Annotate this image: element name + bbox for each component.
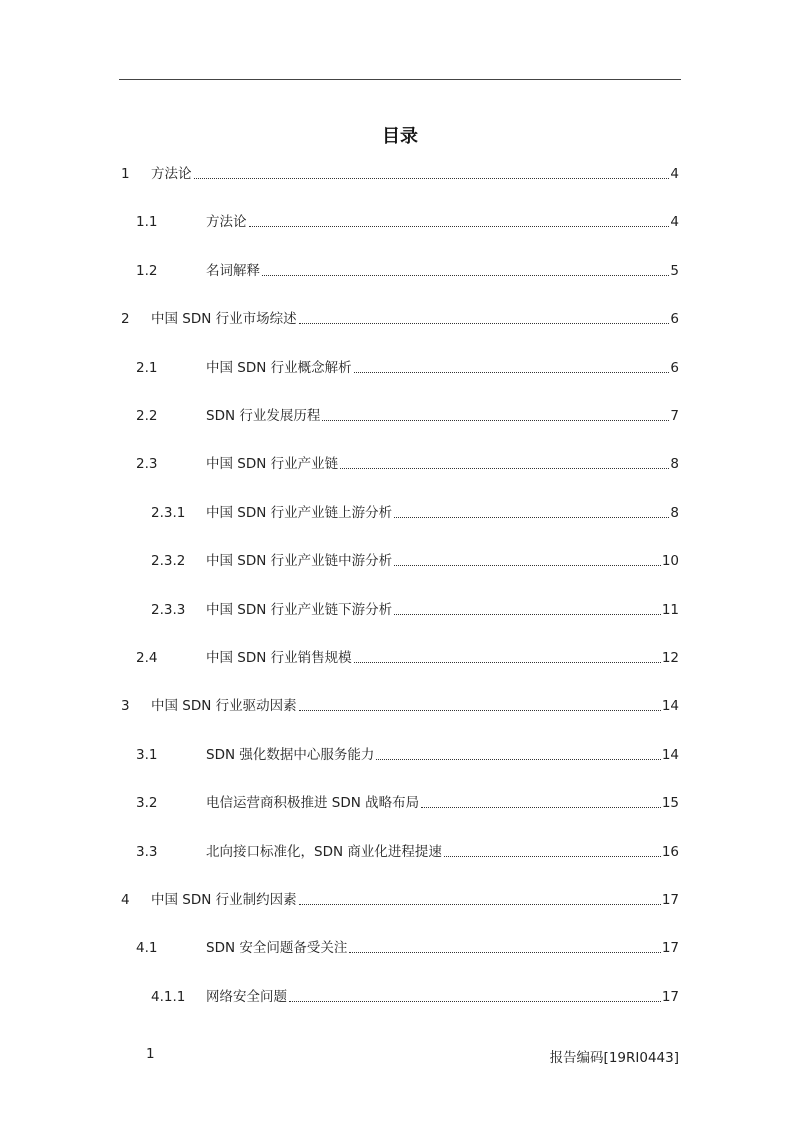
toc-entry[interactable] — [136, 406, 679, 426]
toc-entry-title: 中国 SDN 行业概念解析 — [206, 359, 352, 376]
toc-entry-number: 2 — [121, 311, 130, 328]
toc-entry-number: 2.3 — [136, 456, 158, 473]
toc-dot-leader — [322, 420, 669, 421]
toc-entry-number: 3.3 — [136, 843, 158, 860]
toc-entry-body — [206, 793, 679, 813]
toc-entry-number: 2.3.2 — [151, 553, 186, 570]
toc-dot-leader — [444, 856, 661, 857]
toc-entry-number: 3.2 — [136, 795, 158, 812]
toc-entry-title: 方法论 — [151, 166, 192, 182]
toc-entry-title: 中国 SDN 行业产业链下游分析 — [206, 601, 393, 618]
toc-entry-number: 2.4 — [136, 650, 158, 666]
toc-entry[interactable] — [151, 987, 679, 1007]
toc-entry[interactable] — [136, 454, 679, 474]
toc-entry-body — [151, 890, 679, 910]
toc-entry-number: 2.2 — [136, 408, 158, 424]
toc-entry[interactable] — [136, 212, 679, 232]
toc-entry-title: 中国 SDN 行业产业链上游分析 — [206, 504, 393, 521]
toc-entry-page: 5 — [670, 262, 679, 279]
toc-dot-leader — [394, 614, 661, 615]
toc-entry-title: SDN 安全问题备受关注 — [206, 940, 348, 957]
toc-entry-number: 1.2 — [136, 262, 158, 279]
toc-dot-leader — [340, 468, 669, 469]
toc-entry-number: 2.3.3 — [151, 601, 186, 618]
toc-dot-leader — [394, 565, 661, 566]
toc-dot-leader — [376, 759, 660, 760]
toc-entry[interactable] — [151, 600, 679, 620]
toc-entry-page: 7 — [670, 408, 679, 424]
toc-entry-number: 4 — [121, 892, 130, 908]
toc-entry-body — [206, 358, 679, 378]
toc-entry-page: 17 — [661, 940, 679, 957]
toc-entry-title: 电信运营商积极推进 SDN 战略布局 — [206, 795, 420, 812]
toc-entry-number: 3 — [121, 698, 130, 715]
toc-entry-number: 2.1 — [136, 359, 158, 376]
toc-entry-body — [206, 261, 679, 281]
toc-entry-title: SDN 行业发展历程 — [206, 408, 321, 424]
toc-entry-body — [206, 454, 679, 474]
toc-entry-number: 1.1 — [136, 214, 158, 231]
toc-entry-page: 4 — [670, 166, 679, 182]
toc-entry-title: 中国 SDN 行业销售规模 — [206, 650, 352, 666]
toc-entry-page: 8 — [670, 456, 679, 473]
toc-entry-body — [206, 212, 679, 232]
toc-entry-page: 10 — [661, 553, 679, 570]
toc-dot-leader — [299, 710, 661, 711]
toc-entry-page: 15 — [661, 795, 679, 812]
toc-entry[interactable] — [136, 842, 679, 862]
toc-entry-page: 17 — [661, 988, 679, 1005]
toc-title: 目录 — [382, 126, 418, 147]
toc-dot-leader — [421, 807, 661, 808]
toc-entry-page: 8 — [670, 504, 679, 521]
toc-entry-title: SDN 强化数据中心服务能力 — [206, 746, 375, 763]
toc-entry-number: 1 — [121, 166, 130, 182]
toc-entry-body — [151, 309, 679, 329]
toc-entry-number: 3.1 — [136, 746, 158, 763]
toc-entry-body — [206, 600, 679, 620]
toc-entry[interactable] — [136, 261, 679, 281]
toc-entry-page: 17 — [661, 892, 679, 908]
toc-entry-title: 中国 SDN 行业产业链中游分析 — [206, 553, 393, 570]
toc-entry-body — [206, 551, 679, 571]
toc-entry-page: 11 — [661, 601, 679, 618]
toc-entry[interactable] — [121, 890, 679, 910]
toc-entry-page: 14 — [661, 698, 679, 715]
toc-entry-number: 4.1 — [136, 940, 158, 957]
toc-entry-title: 中国 SDN 行业市场综述 — [151, 311, 297, 328]
header-rule — [119, 79, 681, 80]
toc-entry-body — [151, 164, 679, 184]
toc-entry-body — [206, 842, 679, 862]
toc-entry-number: 2.3.1 — [151, 504, 186, 521]
toc-entry-title: 中国 SDN 行业制约因素 — [151, 892, 297, 908]
toc-entry[interactable] — [151, 503, 679, 523]
toc-entry-title: 北向接口标准化，SDN 商业化进程提速 — [206, 843, 442, 860]
footer-report-code: 报告编码[19RI0443] — [549, 1050, 679, 1066]
toc-entry-body — [206, 503, 679, 523]
toc-entry-title: 方法论 — [206, 214, 247, 231]
toc-entry-body — [206, 406, 679, 426]
toc-dot-leader — [289, 1001, 661, 1002]
toc-entry-title: 名词解释 — [206, 262, 260, 279]
toc-entry-title: 网络安全问题 — [206, 988, 287, 1005]
toc-entry-body — [206, 745, 679, 765]
toc-dot-leader — [354, 372, 670, 373]
toc-entry-page: 14 — [661, 746, 679, 763]
toc-dot-leader — [194, 178, 670, 179]
toc-entry[interactable] — [121, 696, 679, 716]
toc-entry[interactable] — [136, 745, 679, 765]
toc-entry-title: 中国 SDN 行业驱动因素 — [151, 698, 297, 715]
toc-dot-leader — [249, 226, 670, 227]
toc-entry-page: 12 — [661, 650, 679, 666]
toc-entry-page: 4 — [670, 214, 679, 231]
toc-entry-number: 4.1.1 — [151, 988, 186, 1005]
toc-entry-body — [206, 987, 679, 1007]
toc-dot-leader — [354, 662, 661, 663]
toc-dot-leader — [299, 904, 661, 905]
toc-entry[interactable] — [136, 793, 679, 813]
toc-entry[interactable] — [136, 938, 679, 958]
toc-dot-leader — [299, 323, 670, 324]
toc-entry-body — [206, 938, 679, 958]
toc-dot-leader — [349, 952, 660, 953]
toc-entry[interactable] — [151, 551, 679, 571]
toc-entry-body — [151, 696, 679, 716]
toc-dot-leader — [394, 517, 669, 518]
toc-dot-leader — [262, 275, 669, 276]
toc-entry[interactable] — [121, 309, 679, 329]
toc-entry[interactable] — [136, 358, 679, 378]
toc-entry-page: 6 — [670, 359, 679, 376]
toc-entry-page: 6 — [670, 311, 679, 328]
toc-entry-body — [206, 648, 679, 668]
footer-page-number: 1 — [146, 1046, 155, 1062]
toc-entry[interactable] — [121, 164, 679, 184]
toc-entry-page: 16 — [661, 843, 679, 860]
toc-entry-title: 中国 SDN 行业产业链 — [206, 456, 339, 473]
toc-entry[interactable] — [136, 648, 679, 668]
